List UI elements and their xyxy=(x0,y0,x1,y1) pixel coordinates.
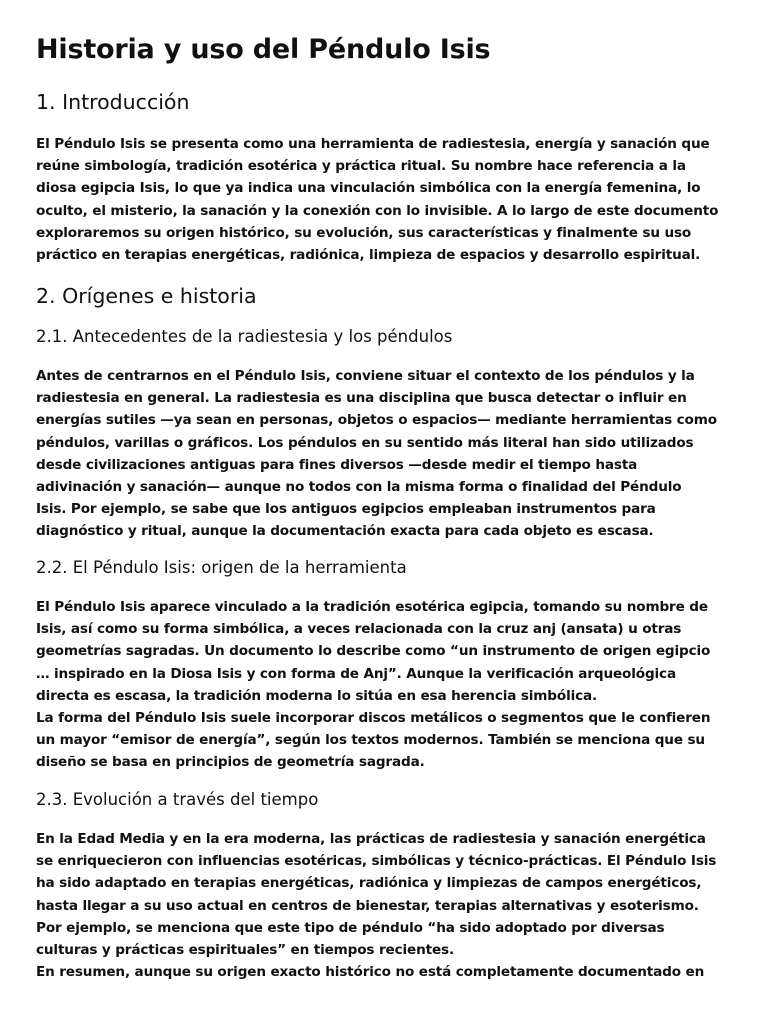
text-line: … inspirado en la Diosa Isis y con forma de Anj”. Aunque la verificación arqueológica xyxy=(36,665,676,682)
text-line: Por ejemplo, se menciona que este tipo de péndulo “ha sido adoptado por diversas xyxy=(36,919,665,936)
document-title: Historia y uso del Péndulo Isis xyxy=(36,34,491,65)
text-line: péndulos, varillas o gráficos. Los péndulos en su sentido más literal han sido utilizados xyxy=(36,434,694,451)
text-line: Isis. Por ejemplo, se sabe que los antiguos egipcios empleaban instrumentos para xyxy=(36,501,656,518)
text-line: En la Edad Media y en la era moderna, las prácticas de radiestesia y sanación energética xyxy=(36,831,706,847)
text-line: hasta llegar a su uso actual en centros de bienestar, terapias alternativas y esoterismo. xyxy=(36,897,699,914)
paragraph-tool-origin xyxy=(36,596,746,774)
text-line: diosa egipcia Isis, lo que ya indica una vinculación simbólica con la energía femenina, lo xyxy=(36,180,701,197)
paragraph-introduction xyxy=(36,133,746,266)
text-line: Antes de centrarnos en el Péndulo Isis, conviene situar el contexto de los péndulos y la xyxy=(36,368,695,384)
text-line: diseño se basa en principios de geometría sagrada. xyxy=(36,754,425,771)
heading-introduction: 1. Introducción xyxy=(36,90,190,114)
heading-tool-origin: 2.2. El Péndulo Isis: origen de la herramienta xyxy=(36,558,407,577)
heading-origins: 2. Orígenes e historia xyxy=(36,284,257,308)
paragraph-background xyxy=(36,365,746,543)
heading-evolution: 2.3. Evolución a través del tiempo xyxy=(36,790,319,809)
text-line: El Péndulo Isis aparece vinculado a la tradición esotérica egipcia, tomando su nombre de xyxy=(36,599,708,615)
text-line: práctico en terapias energéticas, radiónica, limpieza de espacios y desarrollo espiritual. xyxy=(36,247,701,264)
text-line: culturas y prácticas espirituales” en tiempos recientes. xyxy=(36,942,454,959)
text-line: desde civilizaciones antiguas para fines diversos —desde medir el tiempo hasta xyxy=(36,456,638,473)
text-line: El Péndulo Isis se presenta como una herramienta de radiestesia, energía y sanación que xyxy=(36,136,710,152)
text-line: exploraremos su origen histórico, su evolución, sus características y finalmente su uso xyxy=(36,224,692,241)
text-line: diagnóstico y ritual, aunque la documentación exacta para cada objeto es escasa. xyxy=(36,523,654,540)
text-line: radiestesia en general. La radiestesia es una disciplina que busca detectar o influir en xyxy=(36,390,687,407)
text-line: directa es escasa, la tradición moderna lo sitúa en esa herencia simbólica. xyxy=(36,687,598,704)
text-line: un mayor “emisor de energía”, según los textos modernos. También se menciona que su xyxy=(36,732,705,749)
text-line: reúne simbología, tradición esotérica y práctica ritual. Su nombre hace referencia a la xyxy=(36,158,686,175)
text-line: adivinación y sanación— aunque no todos con la misma forma o finalidad del Péndulo xyxy=(36,479,682,496)
text-line: energías sutiles —ya sean en personas, objetos o espacios— mediante herramientas como xyxy=(36,412,717,429)
text-line: se enriquecieron con influencias esotéricas, simbólicas y técnico-prácticas. El Péndulo Isis xyxy=(36,853,717,870)
heading-background: 2.1. Antecedentes de la radiestesia y los péndulos xyxy=(36,327,453,346)
text-line: geometrías sagradas. Un documento lo describe como “un instrumento de origen egipcio xyxy=(36,643,711,660)
text-line: oculto, el misterio, la sanación y la conexión con lo invisible. A lo largo de este documento xyxy=(36,202,719,219)
text-line: Isis, así como su forma simbólica, a veces relacionada con la cruz anj (ansata) u otras xyxy=(36,621,682,638)
text-line: La forma del Péndulo Isis suele incorporar discos metálicos o segmentos que le confieren xyxy=(36,710,711,727)
text-line: ha sido adaptado en terapias energéticas, radiónica y limpiezas de campos energéticos, xyxy=(36,875,702,892)
paragraph-evolution xyxy=(36,828,746,983)
text-line: En resumen, aunque su origen exacto histórico no está completamente documentado en xyxy=(36,964,705,981)
